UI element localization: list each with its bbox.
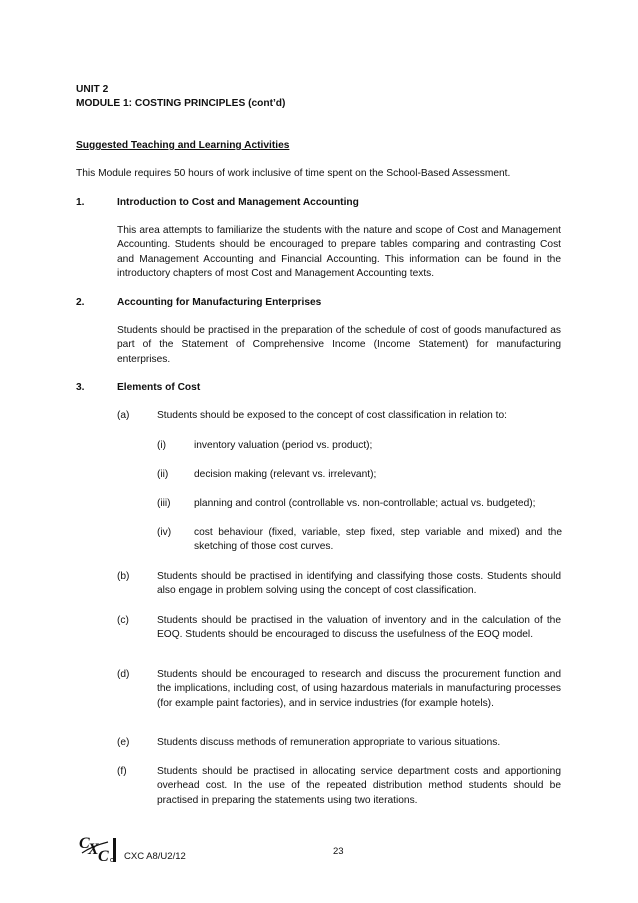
item-number: 1. (76, 197, 85, 208)
intro-text: This Module requires 50 hours of work inclusive of time spent on the School-Based Assessment. (76, 168, 511, 179)
sub-item-text: decision making (relevant vs. irrelevant); (194, 469, 377, 480)
item-number: 3. (76, 382, 85, 393)
svg-text:X: X (88, 841, 99, 858)
document-code: CXC A8/U2/12 (124, 851, 186, 862)
item-number: 2. (76, 297, 85, 308)
sub-item-text: cost behaviour (fixed, variable, step fixed, step variable and mixed) and the sketching of those cost curves. (194, 527, 562, 553)
item-body: Students should be practised in the preparation of the schedule of cost of goods manufactured as part of the Statement of Comprehensive Income (Income Statement) for manufacturing enterprises. (117, 325, 561, 365)
element-text: Students should be practised in allocating service department costs and apportioning overhead cost. In the use of the repeated distribution method students should be practised in preparing the statements using two iterations. (157, 766, 561, 806)
element-text: Students should be practised in the valuation of inventory and in the calculation of the EOQ. Students should be encouraged to discuss the usefulness of the EOQ model. (157, 615, 561, 641)
element-text: Students should be practised in identifying and classifying those costs. Students should also engage in problem solving using the concept of cost classification. (157, 571, 561, 597)
module-title: MODULE 1: COSTING PRINCIPLES (cont’d) (76, 98, 286, 109)
sub-item-label: (iii) (157, 498, 171, 509)
cxc-logo (78, 832, 118, 868)
footer-divider (113, 838, 116, 862)
element-label: (f) (117, 766, 127, 777)
element-label: (e) (117, 737, 130, 748)
item-title: Accounting for Manufacturing Enterprises (117, 297, 322, 308)
element-text: Students discuss methods of remuneration appropriate to various situations. (157, 737, 501, 748)
element-text: Students should be encouraged to research and discuss the procurement function and the implications, including cost, of using hazardous materials in manufacturing processes (for example paint factories), and in service industries (for example hotels). (157, 669, 561, 709)
item-title: Introduction to Cost and Management Accounting (117, 197, 359, 208)
item-title: Elements of Cost (117, 382, 201, 393)
element-label: (c) (117, 615, 129, 626)
sub-item-label: (ii) (157, 469, 169, 480)
item-body: This area attempts to familiarize the students with the nature and scope of Cost and Management Accounting. Students should be encouraged to prepare tables comparing and contrasting Cost and Management Accounting and Financial Accounting. This information can be found in the introductory chapters of most Cost and Management Accounting texts. (117, 225, 561, 279)
sub-item-text: inventory valuation (period vs. product); (194, 440, 373, 451)
element-text: Students should be exposed to the concept of cost classification in relation to: (157, 410, 507, 421)
svg-text:C: C (79, 835, 90, 852)
sub-item-text: planning and control (controllable vs. non-controllable; actual vs. budgeted); (194, 498, 536, 509)
sub-item-label: (iv) (157, 527, 172, 538)
svg-text:C: C (98, 848, 109, 865)
sub-item-label: (i) (157, 440, 167, 451)
element-label: (b) (117, 571, 130, 582)
element-label: (d) (117, 669, 130, 680)
cxc-logo-icon (78, 832, 118, 868)
section-heading: Suggested Teaching and Learning Activities (76, 140, 290, 151)
element-label: (a) (117, 410, 130, 421)
unit-title: UNIT 2 (76, 84, 109, 95)
page-number: 23 (333, 846, 344, 857)
